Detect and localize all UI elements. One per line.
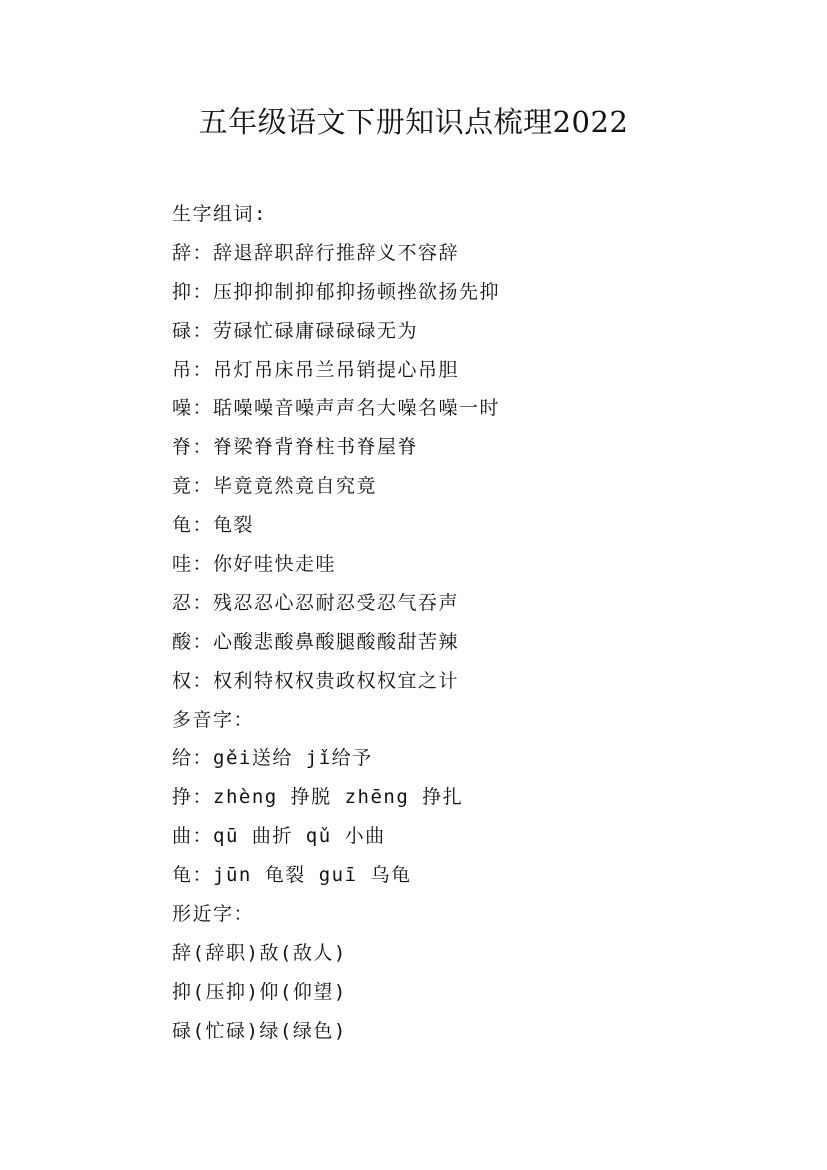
document-body [172,195,772,1051]
similar-char-entry: 碌(忙碌)绿(绿色) [172,1019,347,1042]
vocab-entry: 吊：吊灯吊床吊兰吊销提心吊胆 [172,358,460,381]
vocab-entry: 哇：你好哇快走哇 [172,553,337,576]
vocab-entry: 噪：聒噪噪音噪声声名大噪名噪一时 [172,397,501,420]
polyphone-entry: 给：gěi送给 jǐ给予 [172,747,373,770]
vocab-entry: 碌：劳碌忙碌庸碌碌碌无为 [172,319,419,342]
vocab-entry: 竟：毕竟竟然竟自究竟 [172,475,378,498]
vocab-entry: 龟：龟裂 [172,514,255,537]
section-heading-polyphones: 多音字： [172,708,255,731]
polyphone-entry: 挣：zhèng 挣脱 zhēng 挣扎 [172,786,464,809]
polyphone-entry: 龟：jūn 龟裂 guī 乌龟 [172,864,412,887]
vocab-entry: 权：权利特权权贵政权权宜之计 [172,669,460,692]
section-heading-similar-chars: 形近字： [172,903,255,926]
section-heading-vocabulary: 生字组词: [172,203,267,225]
similar-char-entry: 抑(压抑)仰(仰望) [172,980,347,1003]
polyphone-entry: 曲：qū 曲折 qǔ 小曲 [172,825,386,848]
similar-char-entry: 辞(辞职)敌(敌人) [172,941,347,964]
vocab-entry: 忍：残忍忍心忍耐忍受忍气吞声 [172,591,460,614]
vocab-entry: 抑：压抑抑制抑郁抑扬顿挫欲扬先抑 [172,280,501,303]
vocab-entry: 辞：辞退辞职辞行推辞义不容辞 [172,241,460,264]
vocab-entry: 脊：脊梁脊背脊柱书脊屋脊 [172,436,419,459]
document-title: 五年级语文下册知识点梳理2022 [198,105,629,139]
vocab-entry: 酸：心酸悲酸鼻酸腿酸酸甜苦辣 [172,630,460,653]
